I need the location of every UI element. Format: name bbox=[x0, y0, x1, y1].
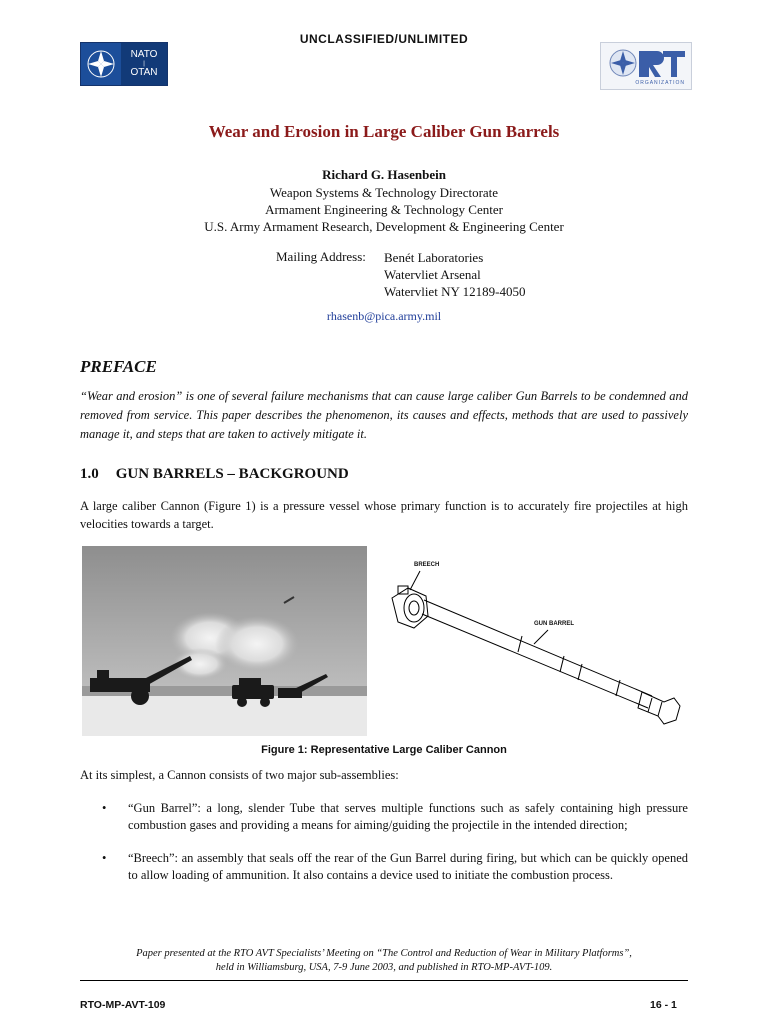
body-paragraph: At its simplest, a Cannon consists of two major sub-assemblies: bbox=[80, 768, 399, 782]
footer-rule bbox=[80, 980, 688, 981]
mailing-address bbox=[384, 249, 525, 300]
breech-label: BREECH bbox=[414, 562, 440, 568]
affiliation-line: Armament Engineering & Technology Center bbox=[265, 202, 503, 217]
author-email-link[interactable]: rhasenb@pica.army.mil bbox=[326, 309, 442, 323]
footnote-line: held in Williamsburg, USA, 7-9 June 2003, and published in RTO-MP-AVT-109. bbox=[215, 962, 553, 973]
list-item-text: “Breech”: an assembly that seals off the rear of the Gun Barrel during firing, but which can be quickly opened to allow loading of ammunition. It also contains a device used to initiate the combustion process. bbox=[128, 851, 688, 882]
list-item bbox=[80, 800, 688, 834]
footnote-line: Paper presented at the RTO AVT Specialists’ Meeting on “The Control and Reduction of Wear in Military Platforms”, bbox=[136, 948, 632, 959]
classification-banner: UNCLASSIFIED/UNLIMITED bbox=[299, 32, 469, 46]
presentation-footnote bbox=[80, 947, 688, 975]
section-title: GUN BARRELS – BACKGROUND bbox=[115, 466, 349, 482]
gun-barrel-label: GUN BARREL bbox=[534, 621, 574, 627]
bullet-icon: • bbox=[102, 851, 107, 865]
sub-assembly-list bbox=[80, 800, 688, 900]
cannon-firing-photo bbox=[82, 546, 367, 736]
author-name: Richard G. Hasenbein bbox=[322, 167, 446, 182]
address-line: Benét Laboratories bbox=[384, 250, 484, 265]
affiliation-line: U.S. Army Armament Research, Development & Engineering Center bbox=[204, 219, 564, 234]
author-affiliations bbox=[0, 184, 768, 235]
affiliation-line: Weapon Systems & Technology Directorate bbox=[269, 185, 499, 200]
preface-heading: PREFACE bbox=[80, 357, 157, 376]
rto-organization-logo bbox=[600, 42, 692, 90]
document-id: RTO-MP-AVT-109 bbox=[80, 999, 166, 1011]
rto-logo-caption: ORGANIZATION bbox=[635, 80, 685, 86]
section-number: 1.0 bbox=[80, 466, 99, 482]
nato-logo-line1: NATO bbox=[130, 49, 158, 61]
mailing-address-label: Mailing Address: bbox=[276, 249, 366, 264]
body-paragraph: A large caliber Cannon (Figure 1) is a pressure vessel whose primary function is to accurately fire projectiles at high velocities towards a target. bbox=[80, 499, 688, 531]
list-item-text: “Gun Barrel”: a long, slender Tube that serves multiple functions such as safely containing high pressure combustion gases and providing a means for aiming/guiding the projectile in the intended direction; bbox=[128, 801, 688, 832]
nato-logo-line2: OTAN bbox=[130, 67, 158, 79]
address-line: Watervliet NY 12189-4050 bbox=[384, 284, 526, 299]
list-item bbox=[80, 850, 688, 884]
section-heading bbox=[80, 466, 349, 483]
figure-caption: Figure 1: Representative Large Caliber Cannon bbox=[261, 744, 507, 756]
page-number: 16 - 1 bbox=[650, 999, 677, 1011]
bullet-icon: • bbox=[102, 801, 107, 815]
preface-text: “Wear and erosion” is one of several failure mechanisms that can cause large caliber Gun Barrels to be condemned and removed from service. This paper describes the phenomenon, its causes and effects, methods that are used to passively manage it, and steps that are taken to actively mitigate it. bbox=[80, 389, 688, 441]
gun-barrel-diagram bbox=[384, 556, 688, 734]
nato-otan-logo: NATO | OTAN bbox=[80, 42, 168, 86]
address-line: Watervliet Arsenal bbox=[384, 267, 481, 282]
nato-compass-star-icon bbox=[81, 43, 121, 85]
paper-title: Wear and Erosion in Large Caliber Gun Barrels bbox=[208, 122, 560, 141]
